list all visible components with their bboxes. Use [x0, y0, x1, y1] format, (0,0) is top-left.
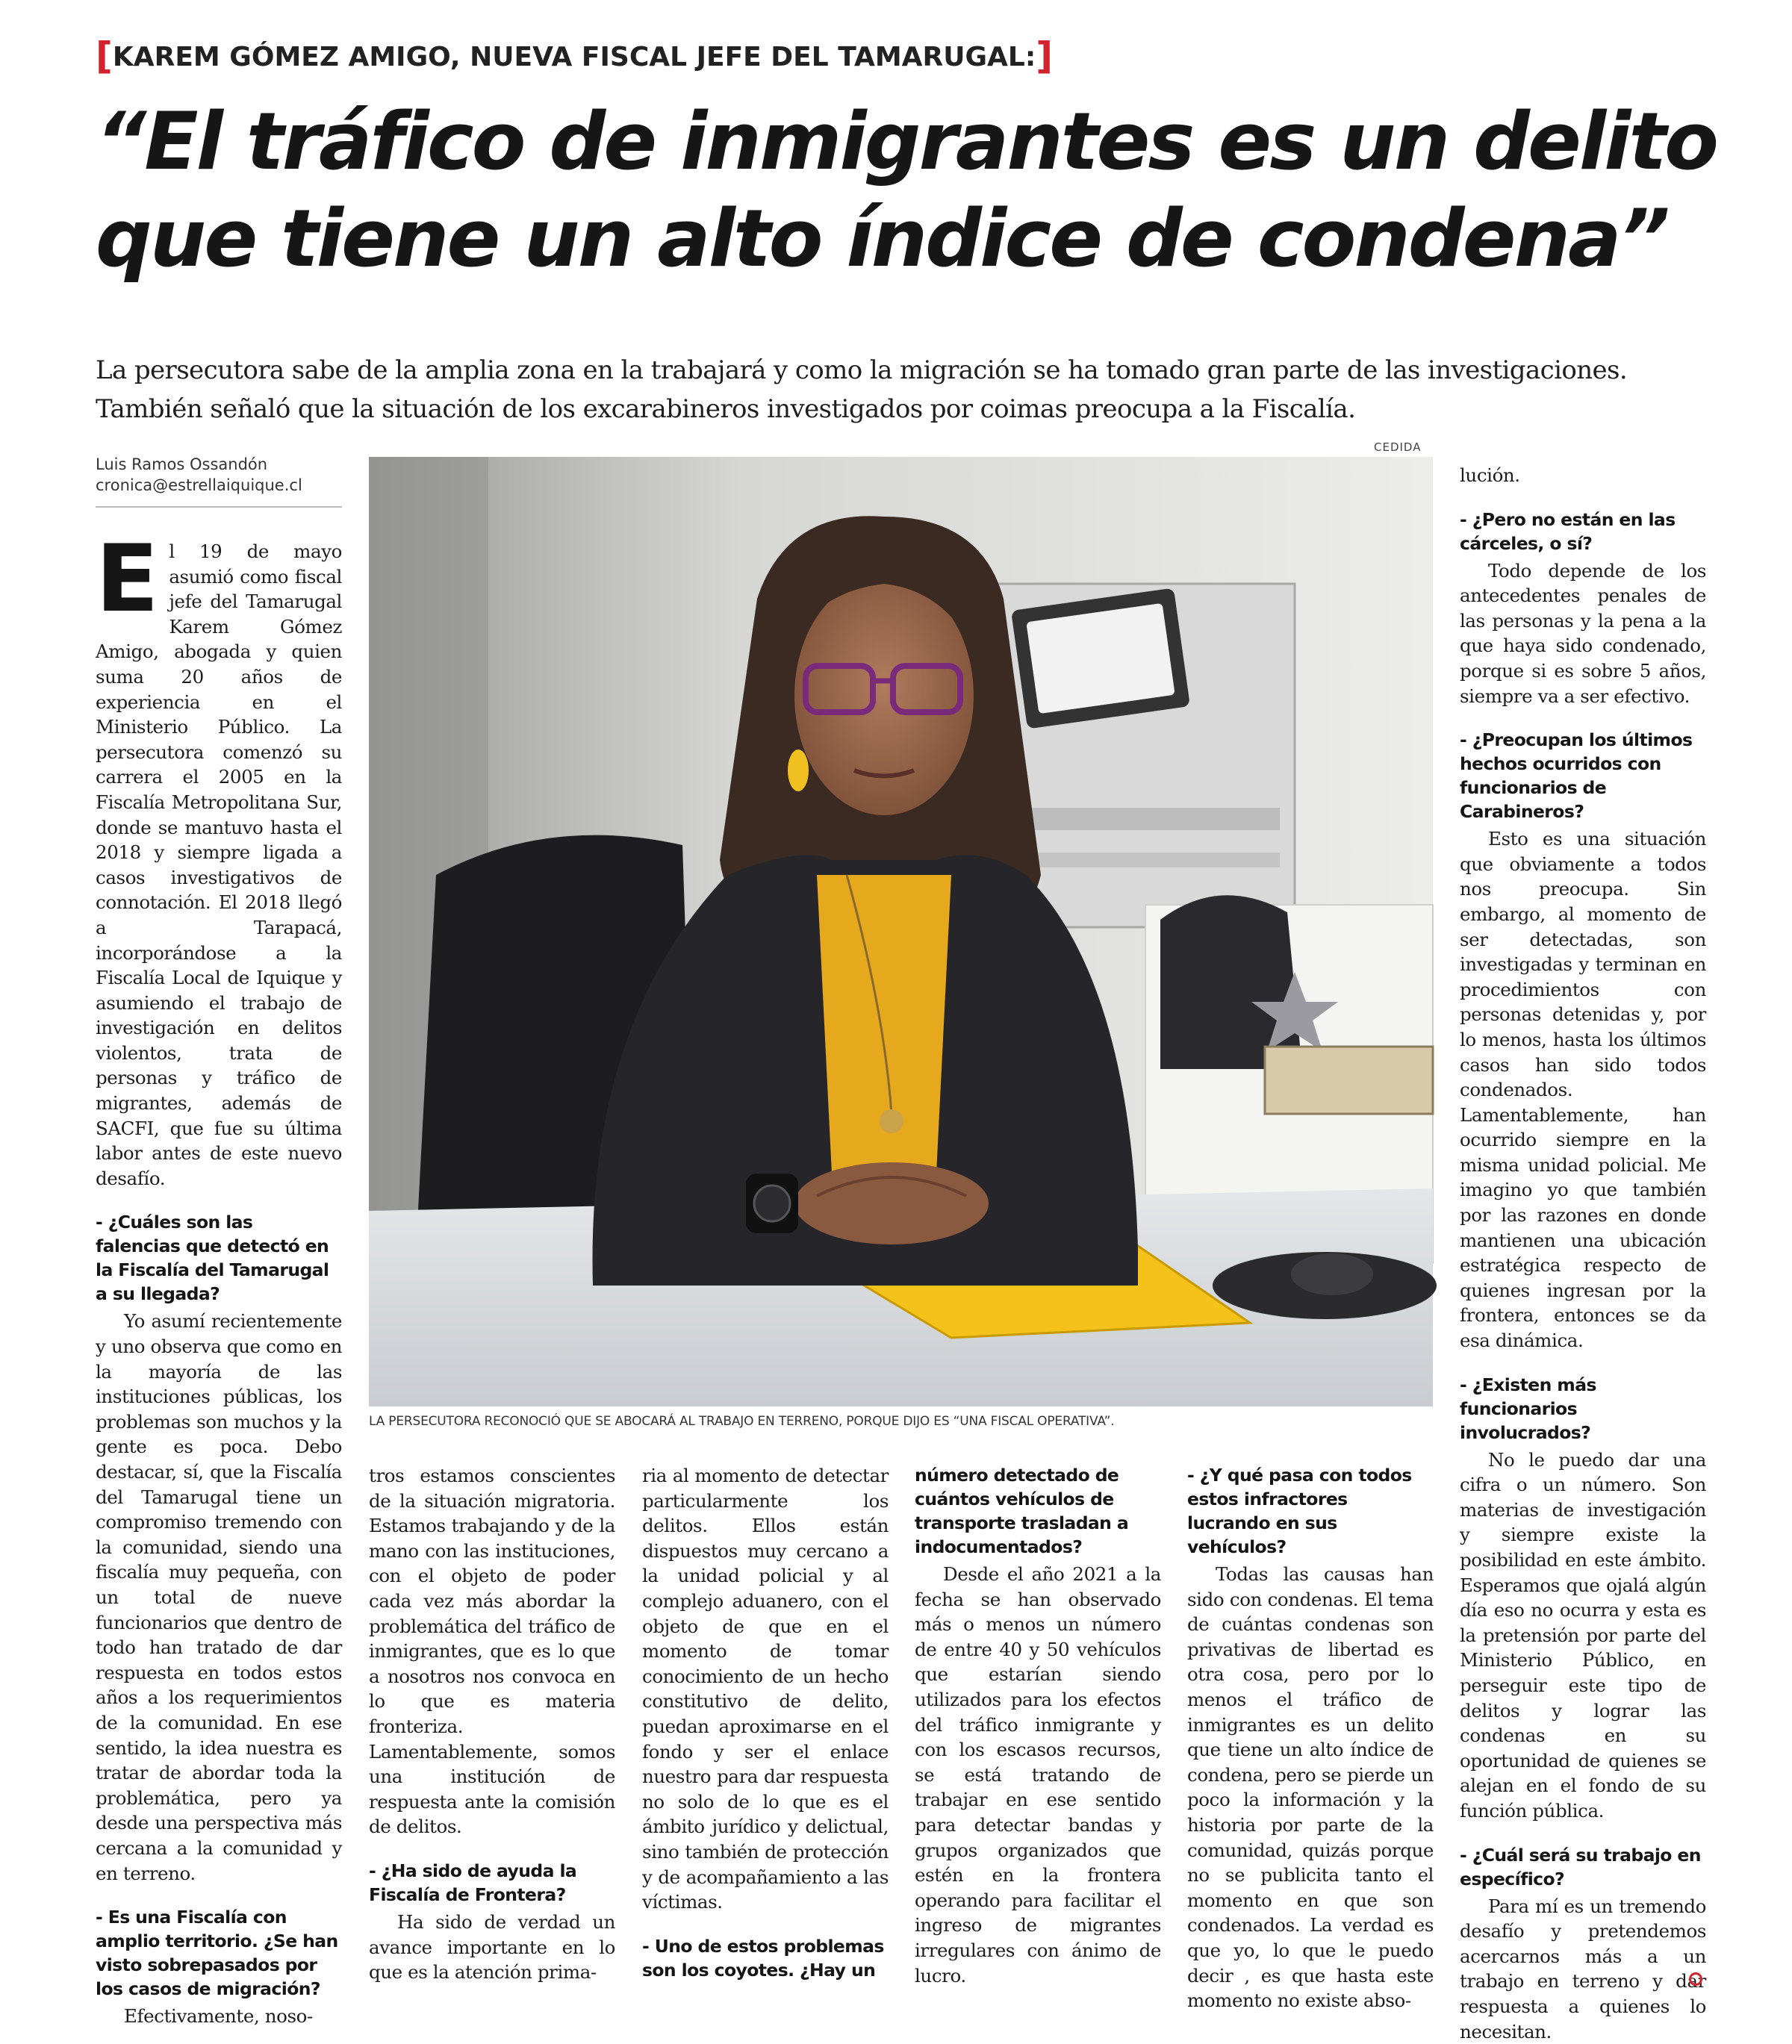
answer-2: Efectivamente, noso-: [124, 2005, 313, 2028]
answer-5: Todas las causas han sido con condenas. El tema de cuántas condenas son privativas de libertad es otra cosa, pero por lo menos el tráfico de inmigrantes es un delito que tiene un alto índice de condena, pero se pierde un poco la información y la historia por parte de la comunidad, quizás porque no se publicita tanto el momento en que son condenados. La verdad es que yo, lo que le puedo decir , es que hasta este momento no existe abso-: [1187, 1563, 1434, 2012]
article-column-2: [369, 1463, 615, 2001]
byline-author: Luis Ramos Ossandón: [96, 455, 268, 473]
end-of-article-icon: [1689, 1972, 1702, 1986]
answer-5-continued: lución.: [1460, 464, 1520, 486]
photo-caption: LA PERSECUTORA RECONOCIÓ QUE SE ABOCARÁ AL TRABAJO EN TERRENO, PORQUE DIJO ES “UNA FISCAL OPERATIVA”.: [369, 1414, 1115, 1429]
article-photo: [369, 457, 1433, 1406]
question-3: - ¿Ha sido de ayuda la Fiscalía de Frontera?: [369, 1860, 577, 1905]
question-4-continued: número detectado de cuántos vehículos de transporte trasladan a indocumentados?: [915, 1465, 1129, 1557]
answer-1: Yo asumí recientemente y uno observa que como en la mayoría de las instituciones públicas, los problemas son muchos y la gente es poca. Debo destacar, sí, que la Fiscalía del Tamarugal tiene un compromiso tremendo con la comunidad, siendo una fiscalía muy pequeña, con un total de nueve funcionarios que dentro de todo han tratado de dar respuesta en todos estos años a los requerimientos de la comunidad. En ese sentido, la idea nuestra es tratar de abordar toda la problemática, pero ya desde una perspectiva más cercana a la comunidad y en terreno.: [96, 1310, 342, 1884]
question-8: - ¿Existen más funcionarios involucrados?: [1460, 1374, 1596, 1443]
article-column-5: [1187, 1463, 1434, 2012]
article-column-1: [96, 526, 342, 2028]
article-intro: [96, 526, 342, 1191]
answer-6: Todo depende de los antecedentes penales de las personas y la pena a la que haya sido condenado, porque si es sobre 5 años, siempre va a ser efectivo.: [1460, 559, 1706, 707]
question-9: - ¿Cuál será su trabajo en específico?: [1460, 1844, 1701, 1889]
intro-text: l 19 de mayo asumió como fiscal jefe del Tamarugal Karem Gómez Amigo, abogada y quien suma 20 años de experiencia en el Ministerio Público. La persecutora comenzó su carrera el 2005 en la Fiscalía Metropolitana Sur, donde se mantuvo hasta el 2018 y siempre ligada a casos investigativos de connotación. El 2018 llegó a Tarapacá, incorporándose a la Fiscalía Local de Iquique y asumiendo el trabajo de investigación en delitos violentos, trata de personas y tráfico de migrantes, además de SACFI, que fue su última labor antes de este nuevo desafío.: [96, 540, 342, 1189]
deck-line-2: También señaló que la situación de los excarabineros investigados por coimas preocupa a la Fiscalía.: [96, 394, 1356, 424]
answer-4: Desde el año 2021 a la fecha se han observado más o menos un número de entre 40 y 50 vehículos que estarían siendo utilizados para los efectos del tráfico inmigrante y con los escasos recursos, se está tratando de trabajar en ese sentido para detectar bandas y grupos organizados que estén en la frontera operando para facilitar el ingreso de migrantes irregulares con ánimo de lucro.: [915, 1563, 1161, 1987]
answer-3-continued: ria al momento de detectar particularmente los delitos. Ellos están dispuestos muy cercano a la unidad policial y al complejo aduanero, con el objeto de que en el momento de tomar conocimiento de un hecho constitutivo de delito, puedan aproximarse en el fondo y ser el enlace nuestro para dar respuesta no solo de lo que es el ámbito jurídico y delictual, sino también de protección y de acompañamiento a las víctimas.: [642, 1465, 889, 1913]
byline-email[interactable]: cronica@estrellaiquique.cl: [96, 476, 302, 494]
headline: [96, 93, 1783, 287]
answer-9: Para mí es un tremendo desafío y pretendemos acercarnos más a un trabajo en terreno y dar respuesta a quienes lo necesitan.: [1460, 1895, 1706, 2043]
question-1: - ¿Cuáles son las falencias que detectó en la Fiscalía del Tamarugal a su llegada?: [96, 1212, 329, 1305]
article-column-6: [1460, 463, 1706, 2043]
answer-8: No le puedo dar una cifra o un número. Son materias de investigación y siempre existe la posibilidad en este ámbito. Esperamos que ojalá algún día eso no ocurra y esta es la pretensión por parte del Ministerio Público, en perseguir este tipo de delitos y lograr las condenas en su oportunidad de quienes se alejan en el fondo de su función pública.: [1460, 1448, 1706, 1822]
headline-line-1: “El tráfico de inmigrantes es un delito: [96, 96, 1717, 187]
byline: [96, 454, 342, 508]
deck-line-1: La persecutora sabe de la amplia zona en la trabajará y como la migración se ha tomado gran parte de las investigaciones.: [96, 355, 1628, 385]
kicker-open-bracket: [: [96, 34, 113, 78]
article-column-4: [915, 1463, 1161, 2001]
question-4: - Uno de estos problemas son los coyotes. ¿Hay un: [642, 1935, 884, 1981]
headline-line-2: que tiene un alto índice de condena”: [96, 193, 1668, 284]
photo-illustration: [369, 457, 1433, 1406]
deck-summary: [96, 351, 1791, 429]
section-kicker: [96, 30, 1053, 82]
question-2: - Es una Fiscalía con amplio territorio. ¿Se han visto sobrepasados por los casos de migración?: [96, 1907, 338, 2000]
kicker-text: KAREM GÓMEZ AMIGO, NUEVA FISCAL JEFE DEL TAMARUGAL:: [112, 42, 1036, 72]
answer-7: Esto es una situación que obviamente a todos nos preocupa. Sin embargo, al momento de ser detectadas, son investigadas y terminan en procedimientos con personas detenidas y, por lo menos, hasta los últimos casos han sido todos condenados. Lamentablemente, han ocurrido siempre en la misma unidad policial. Me imagino yo que también por las razones en donde mantienen una ubicación estratégica respecto de quienes ingresan por la frontera, entonces se da esa dinámica.: [1460, 828, 1706, 1352]
article-column-3: [642, 1463, 889, 2001]
dropcap: E: [96, 526, 159, 633]
question-5: - ¿Y qué pasa con todos estos infractores lucrando en sus vehículos?: [1187, 1465, 1412, 1557]
question-6: - ¿Pero no están en las cárceles, o sí?: [1460, 508, 1676, 554]
photo-credit: CEDIDA: [1374, 440, 1422, 454]
answer-3: Ha sido de verdad un avance importante en lo que es la atención prima-: [369, 1910, 615, 1984]
answer-2-continued: tros estamos conscientes de la situación migratoria. Estamos trabajando y de la mano con las instituciones, con el objeto de poder cada vez más abordar la problemática del tráfico de inmigrantes, que es lo que a nosotros nos convoca en lo que es materia fronteriza. Lamentablemente, somos una institución de respuesta ante la comisión de delitos.: [369, 1465, 615, 1838]
kicker-close-bracket: ]: [1036, 34, 1054, 78]
question-7: - ¿Preocupan los últimos hechos ocurridos con funcionarios de Carabineros?: [1460, 729, 1693, 823]
